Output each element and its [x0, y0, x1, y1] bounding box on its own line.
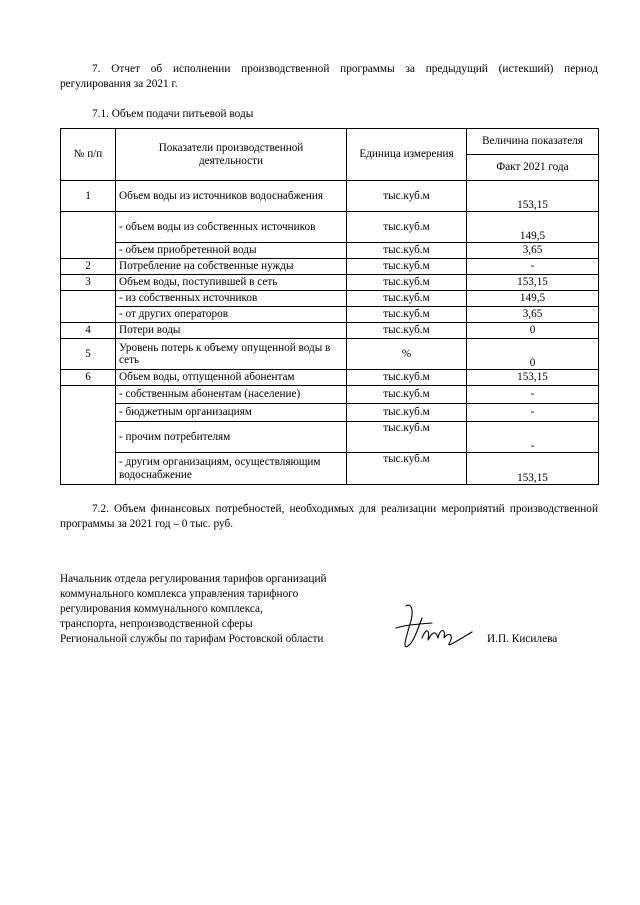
table-row: [61, 422, 599, 453]
row-unit: тыс.куб.м: [347, 181, 467, 212]
row-unit: тыс.куб.м: [347, 404, 467, 422]
row-value: 153,15: [467, 275, 599, 291]
row-unit: тыс.куб.м: [347, 259, 467, 275]
row-indicator: Объем воды из источников водоснабжения: [116, 181, 347, 212]
section-7-1-title: 7.1. Объем подачи питьевой воды: [92, 108, 254, 120]
row-indicator: Уровень потерь к объему опущенной воды в сеть: [116, 339, 347, 370]
header-num: № п/п: [61, 129, 116, 181]
row-indicator: Объем воды, поступившей в сеть: [116, 275, 347, 291]
table-row: [61, 212, 599, 243]
row-unit: тыс.куб.м: [347, 307, 467, 323]
row-unit: тыс.куб.м: [347, 323, 467, 339]
section-7-heading: 7. Отчет об исполнении производственной программы за предыдущий (истекший) период регулирования за 2021 г.: [60, 63, 598, 90]
table-row: [61, 453, 599, 485]
signatory-name: И.П. Кисилева: [487, 633, 558, 645]
row-indicator: - из собственных источников: [116, 291, 347, 307]
row-value: 3,65: [467, 243, 599, 259]
row-indicator: - собственным абонентам (население): [116, 386, 347, 404]
position-line: Начальник отдела регулирования тарифов организаций: [60, 573, 327, 585]
row-unit: тыс.куб.м: [347, 275, 467, 291]
row-indicator: - объем воды из собственных источников: [116, 212, 347, 243]
table-row: [61, 259, 599, 275]
row-unit: тыс.куб.м: [347, 243, 467, 259]
row-unit: тыс.куб.м: [347, 291, 467, 307]
row-indicator: Объем воды, отпущенной абонентам: [116, 370, 347, 386]
row-value: 153,15: [467, 453, 599, 485]
row-value: 3,65: [467, 307, 599, 323]
position-line: транспорта, непроизводственной сферы: [60, 618, 253, 630]
row-unit: %: [347, 339, 467, 370]
row-unit: тыс.куб.м: [347, 386, 467, 404]
table-row: [61, 339, 599, 370]
row-unit: тыс.куб.м: [347, 422, 467, 453]
handwritten-signature: [392, 598, 474, 658]
row-num: 6: [61, 370, 116, 386]
table-row: [61, 404, 599, 422]
row-value: -: [467, 422, 599, 453]
row-value: -: [467, 404, 599, 422]
row-num: 5: [61, 339, 116, 370]
row-num: 1: [61, 181, 116, 212]
position-line: Региональной службы по тарифам Ростовской области: [60, 633, 324, 645]
row-value: 0: [467, 323, 599, 339]
table-row: [61, 275, 599, 291]
row-indicator: - от других операторов: [116, 307, 347, 323]
signatory-position: [60, 572, 400, 647]
section-7-2-text: 7.2. Объем финансовых потребностей, необходимых для реализации мероприятий производственной программы за 2021 год – 0 тыс. руб.: [60, 503, 598, 530]
row-value: 0: [467, 339, 599, 370]
table-row: [61, 181, 599, 212]
table-row: [61, 370, 599, 386]
position-line: регулирования коммунального комплекса,: [60, 603, 263, 615]
row-unit: тыс.куб.м: [347, 370, 467, 386]
row-unit: тыс.куб.м: [347, 212, 467, 243]
row-indicator: Потери воды: [116, 323, 347, 339]
header-unit: Единица измерения: [347, 129, 467, 181]
position-line: коммунального комплекса управления тарифного: [60, 588, 299, 600]
table-row: [61, 307, 599, 323]
row-num: 2: [61, 259, 116, 275]
row-value: 153,15: [467, 181, 599, 212]
row-unit: тыс.куб.м: [347, 453, 467, 485]
table-row: [61, 291, 599, 307]
table-row: [61, 323, 599, 339]
row-num: [61, 212, 116, 259]
row-indicator: - бюджетным организациям: [116, 404, 347, 422]
header-indicator: Показатели производственной деятельности: [116, 129, 347, 181]
row-indicator: - прочим потребителям: [116, 422, 347, 453]
row-indicator: Потребление на собственные нужды: [116, 259, 347, 275]
row-value: -: [467, 259, 599, 275]
row-value: 149,5: [467, 212, 599, 243]
row-num: [61, 386, 116, 485]
row-num: [61, 291, 116, 323]
row-indicator: - объем приобретенной воды: [116, 243, 347, 259]
water-supply-table: [60, 128, 599, 485]
row-value: -: [467, 386, 599, 404]
table-row: [61, 386, 599, 404]
row-num: 4: [61, 323, 116, 339]
row-num: 3: [61, 275, 116, 291]
row-value: 153,15: [467, 370, 599, 386]
header-value: Факт 2021 года: [467, 155, 599, 181]
header-value-group: Величина показателя: [467, 129, 599, 155]
row-indicator: - другим организациям, осуществляющим водоснабжение: [116, 453, 347, 485]
row-value: 149,5: [467, 291, 599, 307]
table-row: [61, 243, 599, 259]
